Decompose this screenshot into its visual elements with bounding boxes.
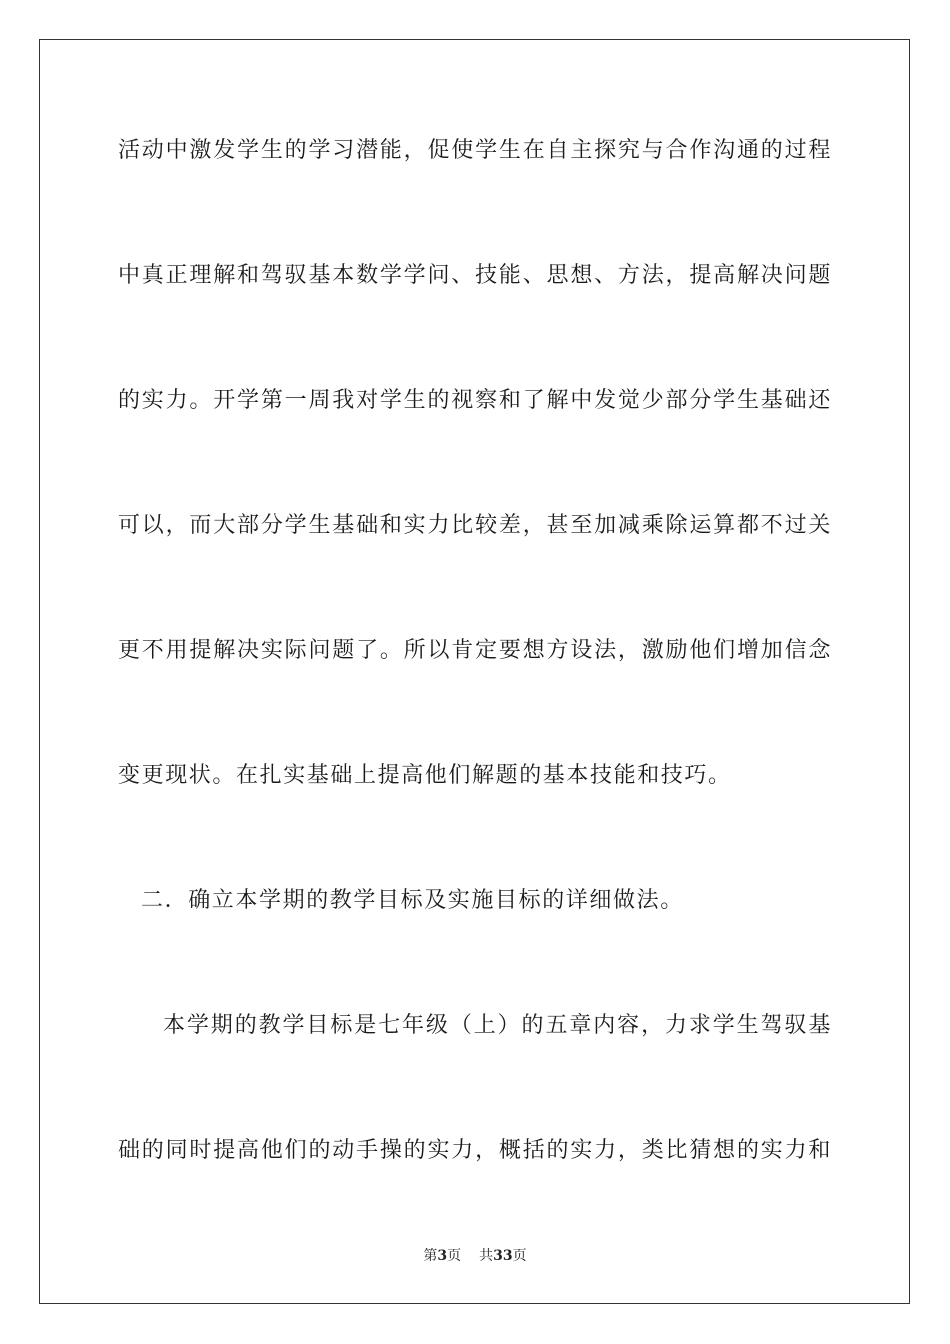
- body-text-line-4: 可以，而大部分学生基础和实力比较差，甚至加减乘除运算都不过关: [118, 513, 832, 538]
- body-text-line-2: 中真正理解和驾驭基本数学学问、技能、思想、方法，提高解决问题: [118, 263, 832, 288]
- body-text-line-5: 更不用提解决实际问题了。所以肯定要想方设法，激励他们增加信念: [118, 638, 832, 663]
- current-page-number: 3: [437, 1248, 448, 1264]
- body-text-line-8: 础的同时提高他们的动手操的实力，概括的实力，类比猜想的实力和: [118, 1138, 832, 1163]
- body-text-line-7: 本学期的教学目标是七年级（上）的五章内容，力求学生驾驭基: [163, 1013, 832, 1038]
- total-suffix: 页: [512, 1248, 527, 1264]
- section-heading: 二．确立本学期的教学目标及实施目标的详细做法。: [141, 888, 684, 913]
- page-border: [39, 39, 910, 1304]
- page-footer: [0, 1246, 950, 1266]
- body-text-line-3: 的实力。开学第一周我对学生的视察和了解中发觉少部分学生基础还: [118, 388, 832, 413]
- body-text-line-1: 活动中激发学生的学习潜能，促使学生在自主探究与合作沟通的过程: [118, 138, 832, 163]
- page-suffix: 页: [447, 1248, 462, 1264]
- page-prefix: 第: [423, 1248, 438, 1264]
- total-page-count: 33: [493, 1248, 513, 1264]
- body-text-line-6: 变更现状。在扎实基础上提高他们解题的基本技能和技巧。: [118, 763, 732, 788]
- total-prefix: 共: [479, 1248, 494, 1264]
